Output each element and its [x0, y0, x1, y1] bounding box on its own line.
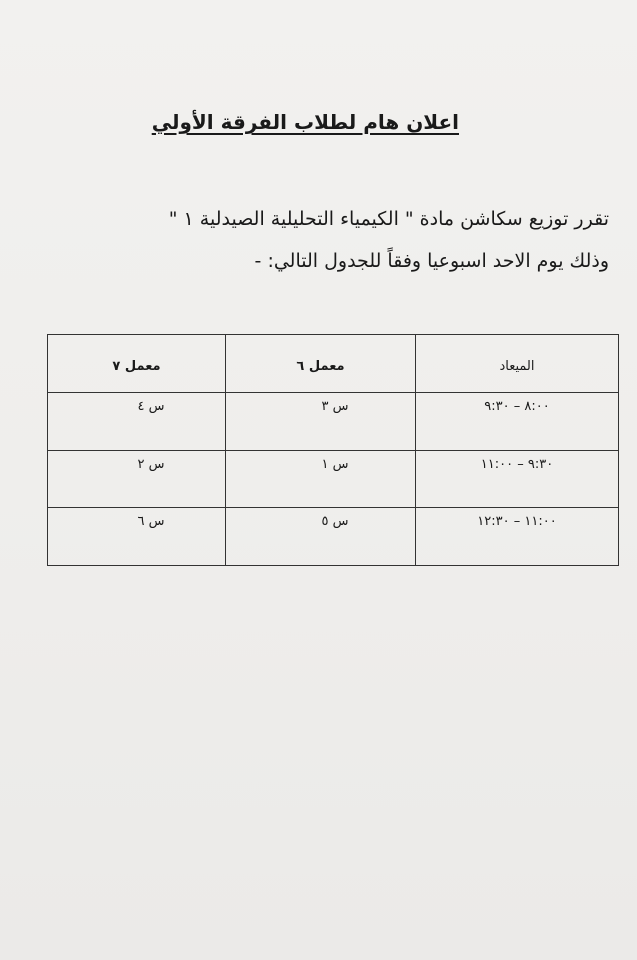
table-row: [48, 393, 619, 451]
cell-lab-7: س ٦: [48, 508, 226, 566]
table-row: [48, 508, 619, 566]
cell-lab-6: س ١: [226, 450, 416, 508]
header-lab-7: معمل ٧: [48, 335, 226, 393]
cell-time: ٨:٠٠ – ٩:٣٠: [416, 393, 619, 451]
schedule-table: [47, 334, 619, 566]
cell-time: ١١:٠٠ – ١٢:٣٠: [416, 508, 619, 566]
intro-line-1: تقرر توزيع سكاشن مادة " الكيمياء التحليلية الصيدلية ١ ": [168, 208, 609, 230]
cell-lab-6: س ٣: [226, 393, 416, 451]
cell-lab-7: س ٤: [48, 393, 226, 451]
announcement-title: اعلان هام لطلاب الفرقة الأولي: [151, 110, 459, 134]
announcement-body: [49, 198, 609, 282]
table-header-row: [48, 335, 619, 393]
intro-line-2: وذلك يوم الاحد اسبوعيا وفقاً للجدول التالي: -: [254, 250, 609, 272]
cell-lab-6: س ٥: [226, 508, 416, 566]
cell-time: ٩:٣٠ – ١١:٠٠: [416, 450, 619, 508]
cell-lab-7: س ٢: [48, 450, 226, 508]
header-time: الميعاد: [416, 335, 619, 393]
table-row: [48, 450, 619, 508]
header-lab-6: معمل ٦: [226, 335, 416, 393]
